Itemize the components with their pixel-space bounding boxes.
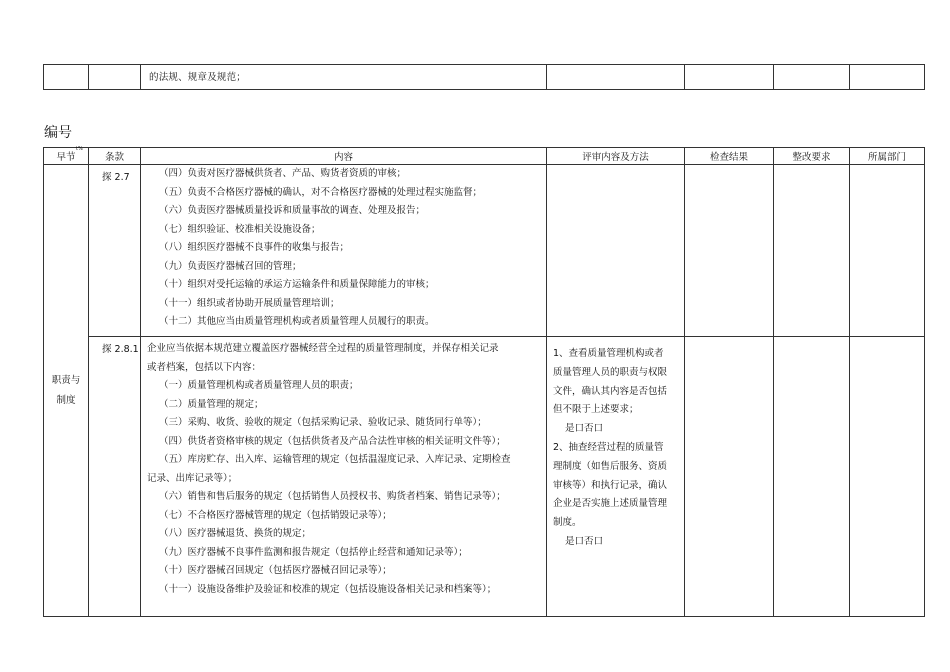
content-cell [141, 337, 547, 617]
content-line: （七）不合格医疗器械管理的规定（包括销毁记录等）； [159, 509, 392, 521]
content-line: （十）医疗器械召回规定（包括医疗器械召回记录等）； [159, 565, 392, 576]
header-chapter [44, 148, 89, 165]
content-line: （九）负责医疗器械召回的管理； [159, 260, 302, 272]
method-line: 理制度（如售后服务、资质 [553, 460, 668, 472]
yes-no-checkbox-line: 是口否口 [565, 423, 604, 435]
content-line: （四）负责对医疗器械供货者、产品、购货者资质的审核； [159, 168, 407, 179]
top-row [44, 65, 925, 90]
section-label-line1: 职责与 [51, 374, 81, 386]
table-row [44, 337, 925, 617]
content-line: （十二）其他应当由质量管理机构或者质量管理人员履行的职责。 [159, 316, 435, 327]
content-line: （九）医疗器械不良事件监测和报告规定（包括停止经营和通知记录等）； [159, 546, 468, 558]
dept-cell [850, 165, 925, 337]
inspection-table [43, 147, 925, 617]
content-line: （十一）组织或者协助开展质量管理培训； [159, 297, 340, 309]
dept-cell [850, 337, 925, 617]
header-chapter-label: 早节 [56, 152, 76, 163]
result-cell [685, 337, 774, 617]
method-line: 但不限于上述要求； [553, 404, 639, 416]
content-line: （八）医疗器械退货、换货的规定； [159, 528, 312, 539]
method-line: 质量管理人员的职责与权限 [553, 366, 668, 378]
method-line: 制度。 [553, 517, 582, 529]
table-row [44, 165, 925, 337]
header-content: 内容 [141, 148, 547, 165]
clause-cell: 探 2.8.1 [89, 337, 141, 617]
content-line: （七）组织验证、校准相关设施设备； [159, 223, 321, 235]
content-line: 或者档案，包括以下内容： [147, 361, 262, 373]
method-line: 2、抽查经营过程的质量管 [553, 441, 664, 453]
content-cell [141, 165, 547, 337]
header-method: 评审内容及方法 [547, 148, 685, 165]
header-dept: 所属部门 [850, 148, 925, 165]
top-cell-content: 的法规、规章及规范； [141, 65, 547, 90]
result-cell [685, 165, 774, 337]
content-line: （六）销售和售后服务的规定（包括销售人员授权书、购货者档案、销售记录等）； [159, 491, 506, 502]
document-number-label: 编号 [44, 125, 72, 141]
content-line: （一）质量管理机构或者质量管理人员的职责； [159, 380, 359, 391]
top-cell-dept [850, 65, 925, 90]
header-row [44, 148, 925, 165]
method-line: 审核等）和执行记录，确认 [553, 479, 668, 491]
top-cell-result [685, 65, 774, 90]
header-clause: 条款 [89, 148, 141, 165]
top-cell-method [547, 65, 685, 90]
header-chapter-mark: t% [76, 146, 83, 152]
content-line: （十一）设施设备维护及验证和校准的规定（包括设施设备相关记录和档案等）； [159, 583, 497, 595]
content-line: （五）负责不合格医疗器械的确认，对不合格医疗器械的处理过程实施监督； [159, 186, 483, 198]
content-line: 企业应当依据本规范建立覆盖医疗器械经营全过程的质量管理制度，并保存相关记录 [147, 343, 499, 354]
section-label-line2: 制度 [56, 394, 76, 406]
top-cell-rectify [774, 65, 850, 90]
header-rectify: 整改要求 [774, 148, 850, 165]
clause-cell: 探 2.7 [89, 165, 141, 337]
content-line: （八）组织医疗器械不良事件的收集与报告； [159, 242, 350, 253]
content-line: （四）供货者资格审核的规定（包括供货者及产品合法性审核的相关证明文件等）； [159, 435, 506, 447]
content-line: （十）组织对受托运输的承运方运输条件和质量保障能力的审核； [159, 279, 435, 290]
rectify-cell [774, 165, 850, 337]
method-line: 企业是否实施上述质量管理 [553, 498, 668, 510]
content-line: （二）质量管理的规定； [159, 398, 264, 410]
method-cell [547, 337, 685, 617]
top-cell-chapter [44, 65, 89, 90]
content-line: （三）采购、收货、验收的规定（包括采购记录、验收记录、随货同行单等）； [159, 417, 487, 428]
header-result: 检查结果 [685, 148, 774, 165]
section-cell [44, 165, 89, 617]
method-line: 文件，确认其内容是否包括 [553, 385, 668, 397]
content-line: （六）负责医疗器械质量投诉和质量事故的调查、处理及报告； [159, 205, 426, 216]
yes-no-checkbox-line: 是口否口 [565, 535, 604, 547]
content-line: （五）库房贮存、出入库、运输管理的规定（包括温湿度记录、入库记录、定期检查 [159, 454, 511, 465]
rectify-cell [774, 337, 850, 617]
method-cell [547, 165, 685, 337]
top-table [43, 64, 925, 90]
top-cell-clause [89, 65, 141, 90]
content-line: 记录、出库记录等）； [147, 472, 238, 484]
method-line: 1、查看质量管理机构或者 [553, 348, 664, 359]
